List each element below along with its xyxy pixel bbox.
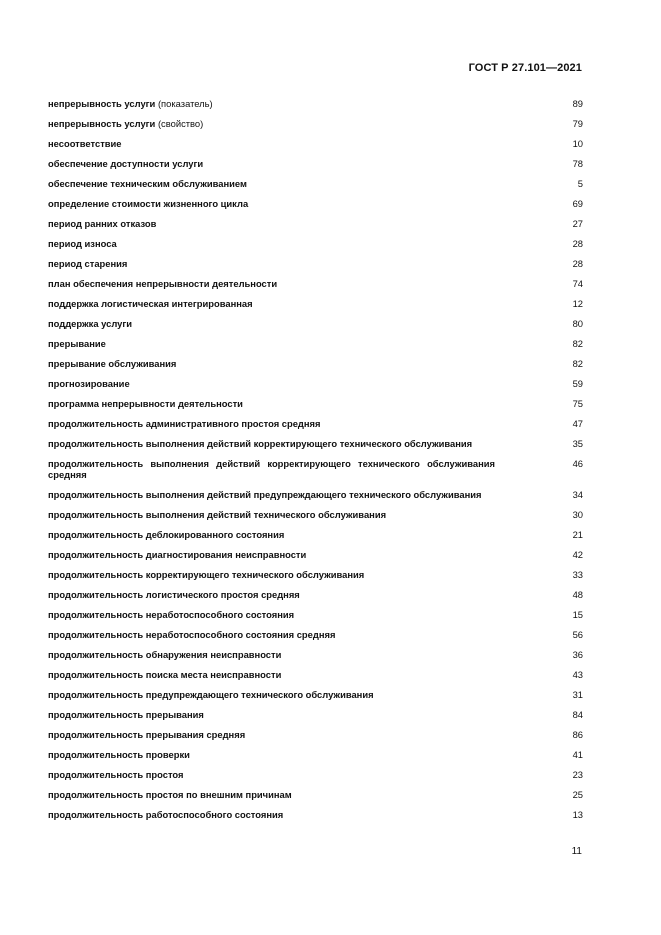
index-term (48, 729, 495, 740)
index-term-text: продолжительность простоя по внешним причинам (48, 789, 292, 800)
index-page-ref: 28 (572, 238, 583, 249)
index-term (48, 178, 495, 189)
index-page-ref: 25 (572, 789, 583, 800)
index-term-text: продолжительность выполнения действий корректирующего технического обслуживания (48, 438, 473, 449)
index-page-ref: 42 (572, 549, 583, 560)
index-term-text: продолжительность выполнения действий технического обслуживания (48, 509, 387, 520)
index-entry (48, 458, 583, 480)
index-term (48, 709, 495, 720)
index-term-text: продолжительность прерывания средняя (48, 729, 246, 740)
index-term-text: прогнозирование (48, 378, 130, 389)
index-page-ref: 35 (572, 438, 583, 449)
document-standard-code: ГОСТ Р 27.101—2021 (468, 62, 582, 74)
index-term (48, 158, 495, 169)
index-term-text: продолжительность неработоспособного состояния (48, 609, 295, 620)
index-term (48, 398, 495, 409)
index-term-text: непрерывность услуги (48, 98, 156, 109)
index-term (48, 378, 495, 389)
index-page-ref: 43 (572, 669, 583, 680)
index-entry (48, 489, 583, 500)
alphabetical-index-list (48, 98, 583, 829)
index-term-text: период износа (48, 238, 117, 249)
index-term-qualifier: (показатель) (157, 98, 213, 109)
index-entry (48, 629, 583, 640)
index-term (48, 629, 495, 640)
index-entry (48, 438, 583, 449)
index-term-text: продолжительность корректирующего технического обслуживания (48, 569, 365, 580)
index-page-ref: 89 (572, 98, 583, 109)
index-page-ref: 56 (572, 629, 583, 640)
index-entry (48, 298, 583, 309)
index-term (48, 509, 495, 520)
page-number: 11 (571, 846, 582, 857)
index-entry (48, 769, 583, 780)
index-term-text: продолжительность обнаружения неисправности (48, 649, 282, 660)
index-page-ref: 21 (572, 529, 583, 540)
index-page-ref: 78 (572, 158, 583, 169)
index-term-text: несоответствие (48, 138, 122, 149)
index-term-text: продолжительность диагностирования неисправности (48, 549, 307, 560)
index-term (48, 769, 495, 780)
index-entry (48, 198, 583, 209)
index-term (48, 809, 495, 820)
index-page-ref: 13 (572, 809, 583, 820)
index-term-text: поддержка логистическая интегрированная (48, 298, 253, 309)
index-term (48, 529, 495, 540)
index-page-ref: 5 (577, 178, 583, 189)
index-page-ref: 12 (572, 298, 583, 309)
index-entry (48, 609, 583, 620)
index-term (48, 458, 495, 480)
index-term-text: продолжительность выполнения действий предупреждающего технического обслуживания (48, 489, 482, 500)
index-term-text: прерывание обслуживания (48, 358, 177, 369)
index-term (48, 418, 495, 429)
index-page-ref: 31 (572, 689, 583, 700)
index-entry (48, 549, 583, 560)
index-term-text: продолжительность выполнения действий корректирующего технического обслуживания средняя (48, 458, 495, 480)
index-page-ref: 28 (572, 258, 583, 269)
index-term-text: продолжительность простоя (48, 769, 184, 780)
index-entry (48, 809, 583, 820)
index-term-text: программа непрерывности деятельности (48, 398, 243, 409)
index-page-ref: 23 (572, 769, 583, 780)
index-entry (48, 358, 583, 369)
index-term (48, 689, 495, 700)
index-entry (48, 178, 583, 189)
index-term-text: продолжительность административного простоя средняя (48, 418, 321, 429)
index-term (48, 669, 495, 680)
index-term (48, 649, 495, 660)
index-term-text: обеспечение доступности услуги (48, 158, 204, 169)
index-term-text: продолжительность неработоспособного состояния средняя (48, 629, 336, 640)
index-page-ref: 47 (572, 418, 583, 429)
index-entry (48, 649, 583, 660)
index-entry (48, 749, 583, 760)
index-term-text: продолжительность работоспособного состояния (48, 809, 284, 820)
index-entry (48, 138, 583, 149)
index-page-ref: 34 (572, 489, 583, 500)
index-term-text: прерывание (48, 338, 106, 349)
index-entry (48, 218, 583, 229)
index-page-ref: 82 (572, 338, 583, 349)
index-entry (48, 318, 583, 329)
index-term (48, 118, 495, 129)
index-term-text: продолжительность проверки (48, 749, 190, 760)
index-page-ref: 46 (572, 458, 583, 469)
index-term (48, 489, 495, 500)
index-term (48, 278, 495, 289)
index-entry (48, 238, 583, 249)
index-entry (48, 98, 583, 109)
index-page-ref: 69 (572, 198, 583, 209)
index-entry (48, 398, 583, 409)
index-page-ref: 36 (572, 649, 583, 660)
index-term (48, 298, 495, 309)
index-term-text: продолжительность поиска места неисправности (48, 669, 282, 680)
index-page-ref: 86 (572, 729, 583, 740)
index-term (48, 589, 495, 600)
index-term-text: период ранних отказов (48, 218, 157, 229)
index-term (48, 569, 495, 580)
index-term-text: план обеспечения непрерывности деятельности (48, 278, 278, 289)
index-term-qualifier: (свойство) (157, 118, 204, 129)
index-page-ref: 59 (572, 378, 583, 389)
index-entry (48, 509, 583, 520)
index-entry (48, 789, 583, 800)
index-entry (48, 378, 583, 389)
index-entry (48, 569, 583, 580)
index-term-text: продолжительность деблокированного состояния (48, 529, 285, 540)
index-term-text: продолжительность предупреждающего технического обслуживания (48, 689, 374, 700)
index-term (48, 318, 495, 329)
index-term (48, 258, 495, 269)
index-term (48, 609, 495, 620)
index-page-ref: 74 (572, 278, 583, 289)
index-entry (48, 589, 583, 600)
index-page-ref: 10 (572, 138, 583, 149)
index-page-ref: 27 (572, 218, 583, 229)
index-term-text: определение стоимости жизненного цикла (48, 198, 249, 209)
index-term (48, 358, 495, 369)
index-term (48, 789, 495, 800)
index-term (48, 198, 495, 209)
index-entry (48, 729, 583, 740)
index-page-ref: 75 (572, 398, 583, 409)
index-entry (48, 258, 583, 269)
index-term-text: поддержка услуги (48, 318, 133, 329)
index-page-ref: 15 (572, 609, 583, 620)
index-page-ref: 80 (572, 318, 583, 329)
index-page-ref: 82 (572, 358, 583, 369)
index-entry (48, 418, 583, 429)
index-term-text: непрерывность услуги (48, 118, 156, 129)
index-term (48, 238, 495, 249)
index-page-ref: 30 (572, 509, 583, 520)
index-term (48, 98, 495, 109)
index-term (48, 749, 495, 760)
index-page-ref: 41 (572, 749, 583, 760)
index-entry (48, 158, 583, 169)
index-entry (48, 689, 583, 700)
index-term-text: обеспечение техническим обслуживанием (48, 178, 247, 189)
index-entry (48, 278, 583, 289)
index-entry (48, 669, 583, 680)
index-term-text: продолжительность прерывания (48, 709, 204, 720)
index-entry (48, 338, 583, 349)
index-term (48, 549, 495, 560)
index-entry (48, 529, 583, 540)
index-term (48, 438, 495, 449)
index-entry (48, 709, 583, 720)
index-entry (48, 118, 583, 129)
index-page-ref: 79 (572, 118, 583, 129)
index-term (48, 338, 495, 349)
index-term (48, 138, 495, 149)
index-page-ref: 48 (572, 589, 583, 600)
index-page-ref: 84 (572, 709, 583, 720)
index-page-ref: 33 (572, 569, 583, 580)
index-term-text: период старения (48, 258, 128, 269)
index-term (48, 218, 495, 229)
index-term-text: продолжительность логистического простоя средняя (48, 589, 300, 600)
